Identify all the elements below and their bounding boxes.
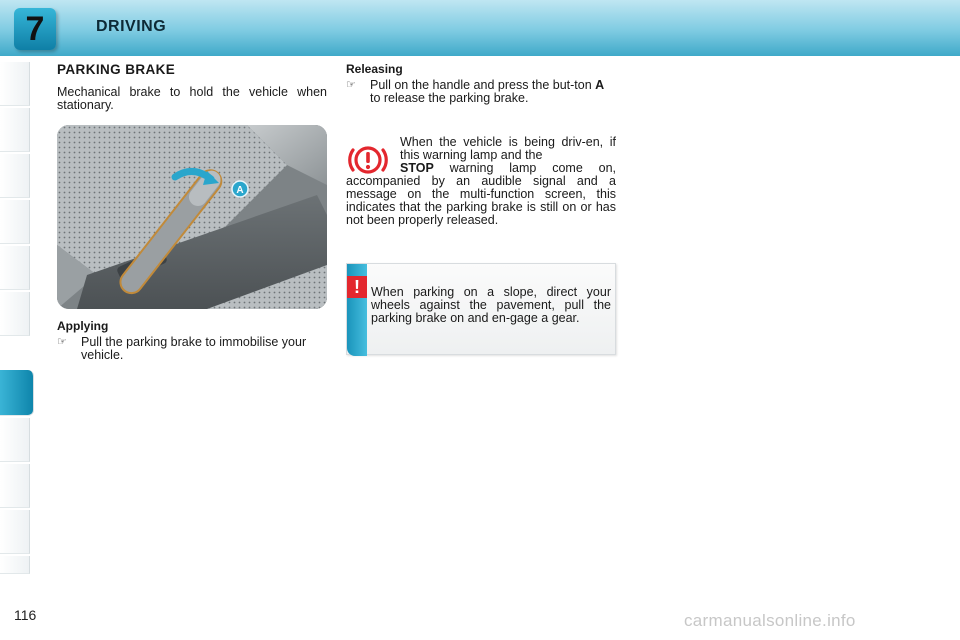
side-tab-3[interactable] (0, 154, 30, 198)
applying-heading: Applying (57, 319, 109, 333)
releasing-heading: Releasing (346, 62, 403, 76)
side-tab-1[interactable] (0, 62, 30, 106)
chapter-number-badge: 7 (14, 8, 56, 50)
side-tab-4[interactable] (0, 200, 30, 244)
stop-label: STOP (400, 161, 434, 175)
pointing-hand-icon: ☞ (346, 79, 356, 91)
left-column-top (57, 63, 327, 112)
warning-text-1: When the vehicle is being driv-en, if this warning lamp and the (400, 135, 616, 162)
side-tab-10[interactable] (0, 510, 30, 554)
applying-bullet (57, 336, 327, 362)
intro-text: Mechanical brake to hold the vehicle when stationary. (57, 85, 327, 112)
side-tab-11[interactable] (0, 556, 30, 574)
releasing-button-label: A (595, 78, 605, 92)
chapter-side-tabs (0, 62, 34, 574)
warning-text-block (346, 162, 616, 227)
parking-brake-illustration (57, 125, 327, 309)
parking-brake-photo (57, 125, 327, 309)
note-text: When parking on a slope, direct your wheels against the pavement, pull the parking brake on and en-gage a gear. (371, 285, 611, 325)
page-header (0, 0, 960, 56)
photo-label-a: A (236, 185, 244, 196)
side-tab-9[interactable] (0, 464, 30, 508)
page-number: 116 (14, 607, 37, 623)
releasing-section (346, 63, 616, 105)
side-tab-7-active[interactable] (0, 370, 34, 416)
releasing-bullet (346, 79, 616, 105)
warning-text-indent (400, 136, 616, 162)
applying-text: Pull the parking brake to immobilise your vehicle. (81, 335, 307, 362)
pointing-hand-icon: ☞ (57, 336, 67, 348)
section-title: PARKING BRAKE (57, 62, 176, 77)
releasing-text-2: to release the parking brake. (370, 91, 529, 105)
chapter-title: DRIVING (96, 18, 167, 35)
releasing-text-1: Pull on the handle and press the but-ton (370, 78, 592, 92)
exclamation-icon: ! (347, 276, 367, 298)
applying-section (57, 320, 327, 362)
warning-text-2: warning lamp come on, accompanied by an audible signal and a message on the multi-function screen, this indicates that the parking brake is still on or has not been properly released. (346, 161, 616, 227)
side-tab-6[interactable] (0, 292, 30, 336)
side-tab-8[interactable] (0, 418, 30, 462)
slope-parking-note (346, 263, 616, 355)
side-tab-5[interactable] (0, 246, 30, 290)
side-tab-2[interactable] (0, 108, 30, 152)
watermark: carmanualsonline.info (684, 611, 856, 630)
